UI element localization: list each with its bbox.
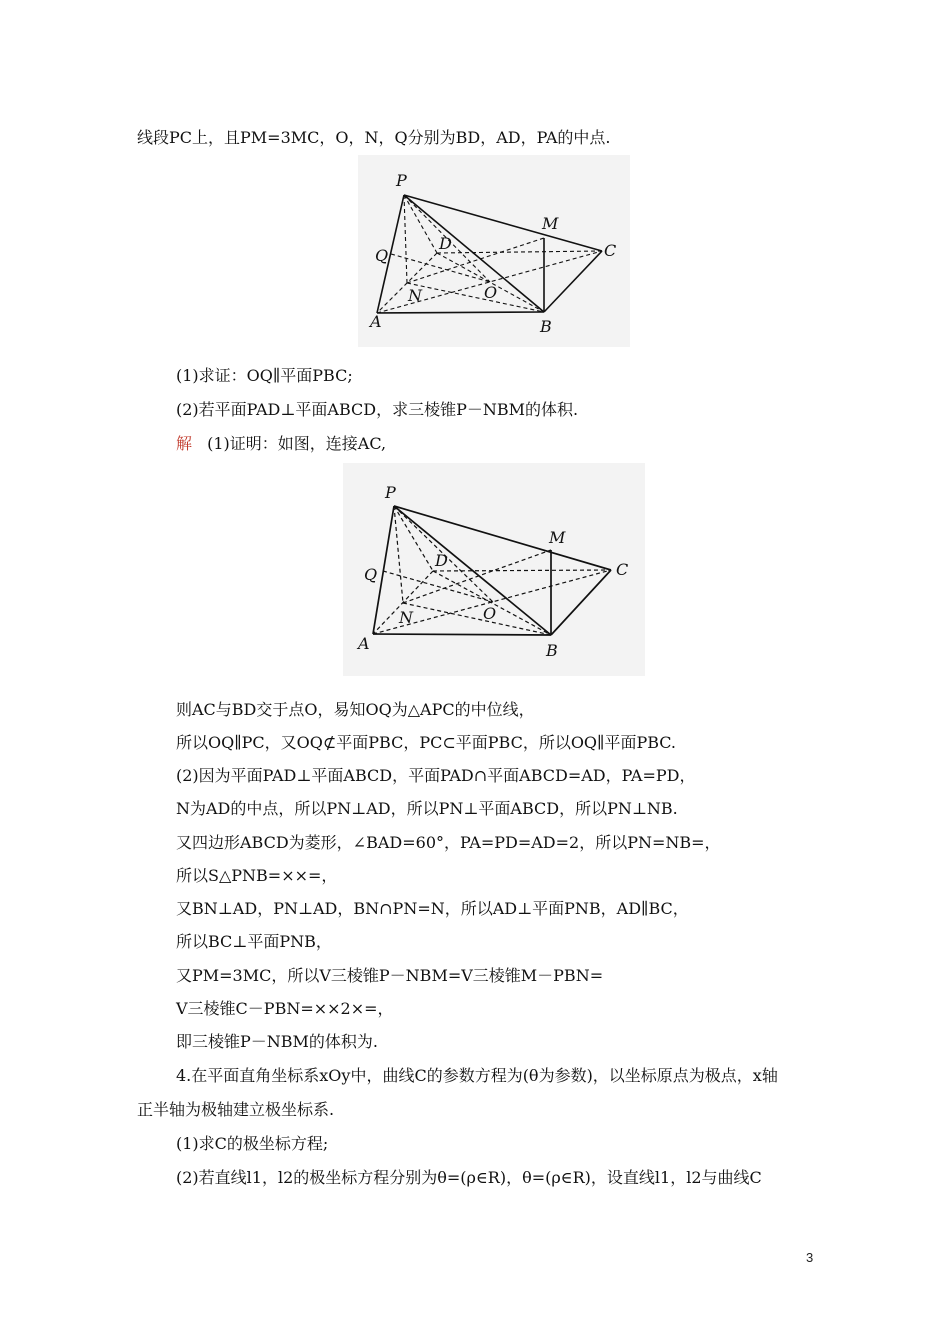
label-N: N (408, 286, 422, 305)
problem-4-question-1: (1)求C的极坐标方程; (176, 1134, 329, 1153)
label-A: A (370, 312, 382, 331)
solution-line: 又BN⊥AD，PN⊥AD，BN∩PN=N，所以AD⊥平面PNB，AD∥BC， (176, 899, 689, 918)
label-Q: Q (364, 565, 378, 584)
problem-4-line-2: 正半轴为极轴建立极坐标系. (137, 1100, 335, 1119)
solution-line: V三棱锥C－PBN=××2×=， (176, 999, 394, 1018)
solution-tag: 解 (176, 434, 193, 453)
problem-4-question-2: (2)若直线l1，l2的极坐标方程分别为θ=(ρ∈R)，θ=(ρ∈R)，设直线l1，l2与曲线C (176, 1168, 762, 1187)
edge-DC (437, 251, 602, 253)
solution-line: (2)因为平面PAD⊥平面ABCD，平面PAD∩平面ABCD=AD，PA=PD， (176, 766, 696, 785)
problem-4-line-1: 4.在平面直角坐标系xOy中，曲线C的参数方程为(θ为参数)，以坐标原点为极点，x轴 (176, 1066, 778, 1085)
edge-BC (551, 570, 611, 635)
segment-NB (407, 283, 544, 312)
label-B: B (540, 317, 552, 336)
label-D: D (435, 551, 448, 570)
page-number: 3 (806, 1250, 814, 1265)
edge-BC (544, 251, 602, 312)
label-O: O (483, 604, 497, 623)
label-D: D (439, 234, 452, 253)
solution-line: 所以OQ∥PC，又OQ⊄平面PBC，PC⊂平面PBC，所以OQ∥平面PBC. (176, 733, 677, 752)
label-N: N (399, 608, 413, 627)
solution-line: 即三棱锥P－NBM的体积为. (176, 1032, 378, 1051)
segment-PN (404, 195, 407, 283)
label-C: C (616, 560, 629, 579)
label-C: C (604, 241, 617, 260)
segment-NM (407, 238, 544, 283)
question-1: (1)求证：OQ∥平面PBC; (176, 366, 353, 385)
label-M: M (549, 528, 566, 547)
label-O: O (484, 283, 498, 302)
solution-line-1: (1)证明：如图，连接AC, (207, 434, 387, 453)
question-2: (2)若平面PAD⊥平面ABCD，求三棱锥P－NBM的体积. (176, 400, 579, 419)
text-line: 线段PC上，且PM=3MC，O，N，Q分别为BD，AD，PA的中点. (137, 128, 611, 147)
solution-line: 所以BC⊥平面PNB， (176, 932, 332, 951)
label-Q: Q (375, 246, 389, 265)
edge-AB (373, 634, 551, 635)
pyramid-diagram-2 (343, 463, 645, 676)
edge-PC (404, 195, 602, 251)
solution-start (176, 434, 386, 454)
solution-line: 则AC与BD交于点O，易知OQ为△APC的中位线， (176, 700, 535, 719)
edge-PB (404, 195, 544, 312)
label-P: P (385, 483, 396, 502)
edge-AB (377, 312, 544, 313)
label-M: M (542, 214, 559, 233)
pyramid-diagram-1 (358, 155, 630, 347)
label-B: B (546, 641, 558, 660)
diag-DB (433, 571, 551, 635)
label-A: A (358, 634, 370, 653)
pyramid-figure-1 (358, 155, 630, 347)
solution-line: 又PM=3MC，所以V三棱锥P－NBM=V三棱锥M－PBN= (176, 966, 604, 985)
solution-line: 所以S△PNB=××=， (176, 866, 338, 885)
label-P: P (396, 171, 407, 190)
segment-NB (403, 603, 551, 635)
solution-line: 又四边形ABCD为菱形，∠BAD=60°，PA=PD=AD=2，所以PN=NB=， (176, 833, 721, 852)
solution-line: N为AD的中点，所以PN⊥AD，所以PN⊥平面ABCD，所以PN⊥NB. (176, 799, 678, 818)
pyramid-figure-2 (343, 463, 645, 676)
segment-QO (391, 254, 490, 282)
segment-PN (394, 506, 403, 603)
